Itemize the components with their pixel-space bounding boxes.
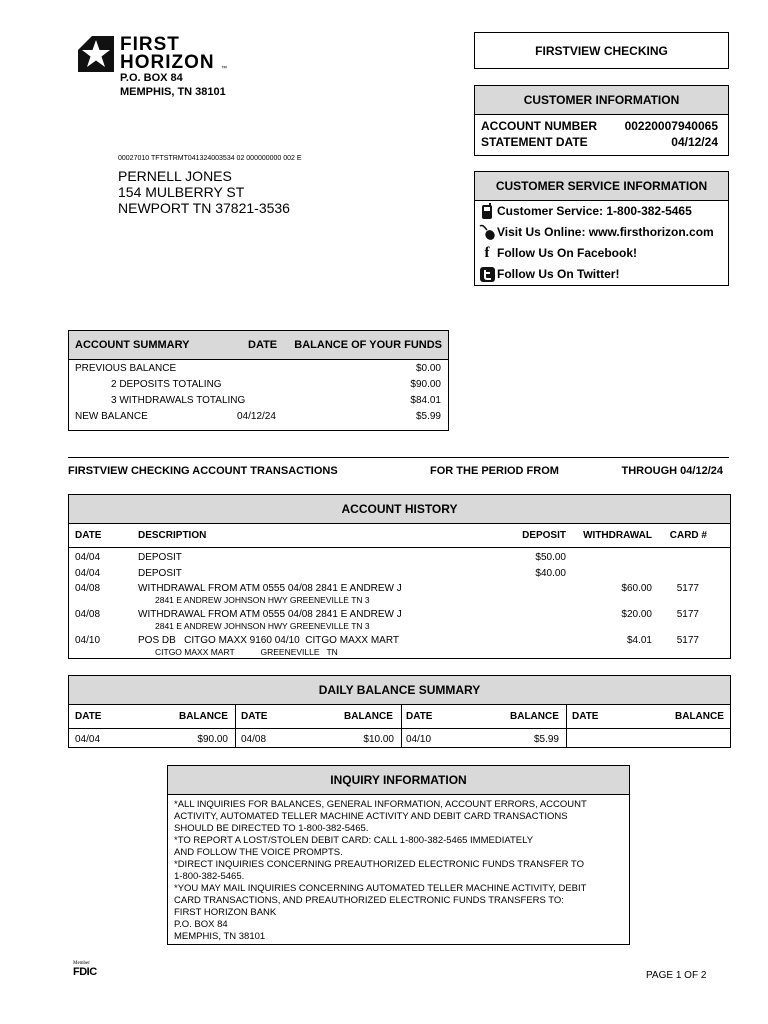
daily-col-divider [566,705,567,748]
account-history-title: ACCOUNT HISTORY [69,495,730,524]
history-date: 04/04 [75,552,101,563]
logo-line2: HORIZON [120,52,215,73]
facebook-icon: f [484,244,490,261]
transactions-title: FIRSTVIEW CHECKING ACCOUNT TRANSACTIONS [68,465,338,477]
mouse-icon [479,224,495,240]
summary-amount: $0.00 [415,363,441,374]
inquiry-line: *YOU MAY MAIL INQUIRIES CONCERNING AUTOMATED TELLER MACHINE ACTIVITY, DEBIT [174,883,587,894]
twitter-icon [479,266,495,282]
history-description: DEPOSIT [138,568,182,579]
inquiry-info-title: INQUIRY INFORMATION [168,766,629,795]
table-row [69,609,730,635]
history-header-row [69,524,730,548]
customer-service-online [475,224,725,242]
recipient-name: PERNELL JONES [118,168,232,184]
history-deposit: $50.00 [535,552,566,563]
history-col-date: DATE [75,530,102,541]
inquiry-line: *TO REPORT A LOST/STOLEN DEBIT CARD: CALL 1-800-382-5465 IMMEDIATELY [174,835,534,846]
recipient-street: 154 MULBERRY ST [118,184,245,200]
statement-date-label: STATEMENT DATE [481,135,588,149]
daily-col-date: DATE [572,711,599,722]
history-description: DEPOSIT [138,552,182,563]
daily-date: 04/10 [406,734,432,745]
customer-info-title: CUSTOMER INFORMATION [475,86,728,115]
account-number-label: ACCOUNT NUMBER [481,119,597,133]
daily-col-divider [235,705,236,748]
summary-row [69,395,448,409]
daily-balance: $10.00 [363,734,394,745]
inquiry-info-box [167,765,630,945]
summary-row [69,411,448,425]
summary-col-label: ACCOUNT SUMMARY [75,339,190,351]
inquiry-line: CARD TRANSACTIONS, AND PREAUTHORIZED ELECTRONIC FUNDS TRANSFERS TO: [174,895,564,906]
daily-col-divider [401,705,402,748]
history-col-withdrawal: WITHDRAWAL [583,530,652,541]
transactions-through: THROUGH 04/12/24 [621,465,723,477]
daily-col-balance: BALANCE [510,711,559,722]
daily-col-balance: BALANCE [179,711,228,722]
history-description: POS DB CITGO MAXX 9160 04/10 CITGO MAXX MART [138,635,400,646]
fdic-text: FDIC [73,966,97,978]
history-date: 04/04 [75,568,101,579]
table-row [69,635,730,659]
history-card: 5177 [676,609,699,620]
daily-balance-title: DAILY BALANCE SUMMARY [69,676,730,705]
customer-service-twitter-text[interactable]: Follow Us On Twitter! [497,267,620,281]
inquiry-line: AND FOLLOW THE VOICE PROMPTS. [174,847,343,858]
customer-service-twitter [475,266,725,284]
logo-line1: FIRST [120,34,180,55]
history-card: 5177 [676,583,699,594]
daily-date: 04/08 [241,734,267,745]
summary-label: PREVIOUS BALANCE [75,363,177,374]
summary-label: NEW BALANCE [75,411,148,422]
table-row [69,568,730,582]
summary-label: 3 WITHDRAWALS TOTALING [111,395,246,406]
recipient-city: NEWPORT TN 37821-3536 [118,200,290,216]
account-number-value: 00220007940065 [624,119,718,133]
daily-col-balance: BALANCE [344,711,393,722]
history-col-deposit: DEPOSIT [522,530,566,541]
history-date: 04/08 [75,609,101,620]
summary-date: 04/12/24 [237,411,276,422]
account-history-table [68,494,731,659]
inquiry-line: P.O. BOX 84 [174,919,228,930]
summary-row [69,379,448,393]
history-description-detail: 2841 E ANDREW JOHNSON HWY GREENEVILLE TN 3 [155,595,370,605]
transactions-divider [68,457,729,458]
statement-date-value: 04/12/24 [671,135,718,149]
inquiry-line: MEMPHIS, TN 38101 [174,931,266,942]
daily-col-date: DATE [406,711,433,722]
summary-amount: $84.01 [410,395,441,406]
inquiry-line: 1-800-382-5465. [174,871,245,882]
account-type: FIRSTVIEW CHECKING [535,43,668,58]
history-card: 5177 [676,635,699,646]
summary-label: 2 DEPOSITS TOTALING [111,379,222,390]
account-type-box [474,32,729,69]
history-date: 04/10 [75,635,101,646]
inquiry-line: *ALL INQUIRIES FOR BALANCES, GENERAL INFORMATION, ACCOUNT ERRORS, ACCOUNT [174,799,587,810]
daily-balance: $5.99 [533,734,559,745]
account-summary-header [69,331,448,360]
history-date: 04/08 [75,583,101,594]
customer-service-facebook [475,245,725,263]
daily-date: 04/04 [75,734,101,745]
summary-amount: $5.99 [415,411,441,422]
history-deposit: $40.00 [535,568,566,579]
history-description-detail: CITGO MAXX MART GREENEVILLE TN [155,647,338,657]
history-col-description: DESCRIPTION [138,530,207,541]
daily-balance: $90.00 [197,734,228,745]
history-description-detail: 2841 E ANDREW JOHNSON HWY GREENEVILLE TN 3 [155,621,370,631]
summary-col-date: DATE [248,339,278,351]
bank-address-line1: P.O. BOX 84 [120,72,183,84]
inquiry-line: ACTIVITY, AUTOMATED TELLER MACHINE ACTIVITY AND DEBIT CARD TRANSACTIONS [174,811,568,822]
page-number: PAGE 1 OF 2 [646,970,707,981]
customer-service-facebook-text[interactable]: Follow Us On Facebook! [497,246,638,260]
summary-amount: $90.00 [410,379,441,390]
daily-col-date: DATE [241,711,268,722]
table-row [69,552,730,566]
summary-col-balance: BALANCE OF YOUR FUNDS [294,339,442,351]
inquiry-text [174,799,587,943]
transactions-period-from: FOR THE PERIOD FROM [430,465,559,477]
customer-service-box [474,171,729,286]
history-col-card: CARD # [669,530,707,541]
summary-row [69,363,448,377]
bank-logo [78,36,228,72]
customer-info-box [474,85,729,156]
fdic-logo [73,961,103,979]
daily-balance-table [68,675,731,748]
inquiry-line: *DIRECT INQUIRIES CONCERNING PREAUTHORIZED ELECTRONIC FUNDS TRANSFER TO [174,859,584,870]
history-withdrawal: $20.00 [621,609,652,620]
account-summary-box [68,330,449,431]
daily-header-divider [69,728,730,729]
fdic-member-text: Member [73,961,90,966]
daily-col-date: DATE [75,711,102,722]
customer-service-online-text[interactable]: Visit Us Online: www.firsthorizon.com [497,225,714,239]
inquiry-line: FIRST HORIZON BANK [174,907,277,918]
phone-icon [479,203,495,219]
history-description: WITHDRAWAL FROM ATM 0555 04/08 2841 E ANDREW J [138,583,402,594]
customer-service-title: CUSTOMER SERVICE INFORMATION [475,172,728,201]
inquiry-line: SHOULD BE DIRECTED TO 1-800-382-5465. [174,823,369,834]
history-description: WITHDRAWAL FROM ATM 0555 04/08 2841 E ANDREW J [138,609,402,620]
bank-address-line2: MEMPHIS, TN 38101 [120,86,226,98]
customer-service-phone [475,203,725,221]
daily-col-balance: BALANCE [675,711,724,722]
history-withdrawal: $60.00 [621,583,652,594]
first-horizon-star-icon [78,36,114,72]
logo-tm: ™ [221,66,227,72]
mailing-code: 00027010 TFTSTRMT041324003534 02 000000000 002 E [118,155,302,162]
history-withdrawal: $4.01 [626,635,652,646]
customer-service-phone-text: Customer Service: 1-800-382-5465 [497,204,692,218]
table-row [69,583,730,609]
